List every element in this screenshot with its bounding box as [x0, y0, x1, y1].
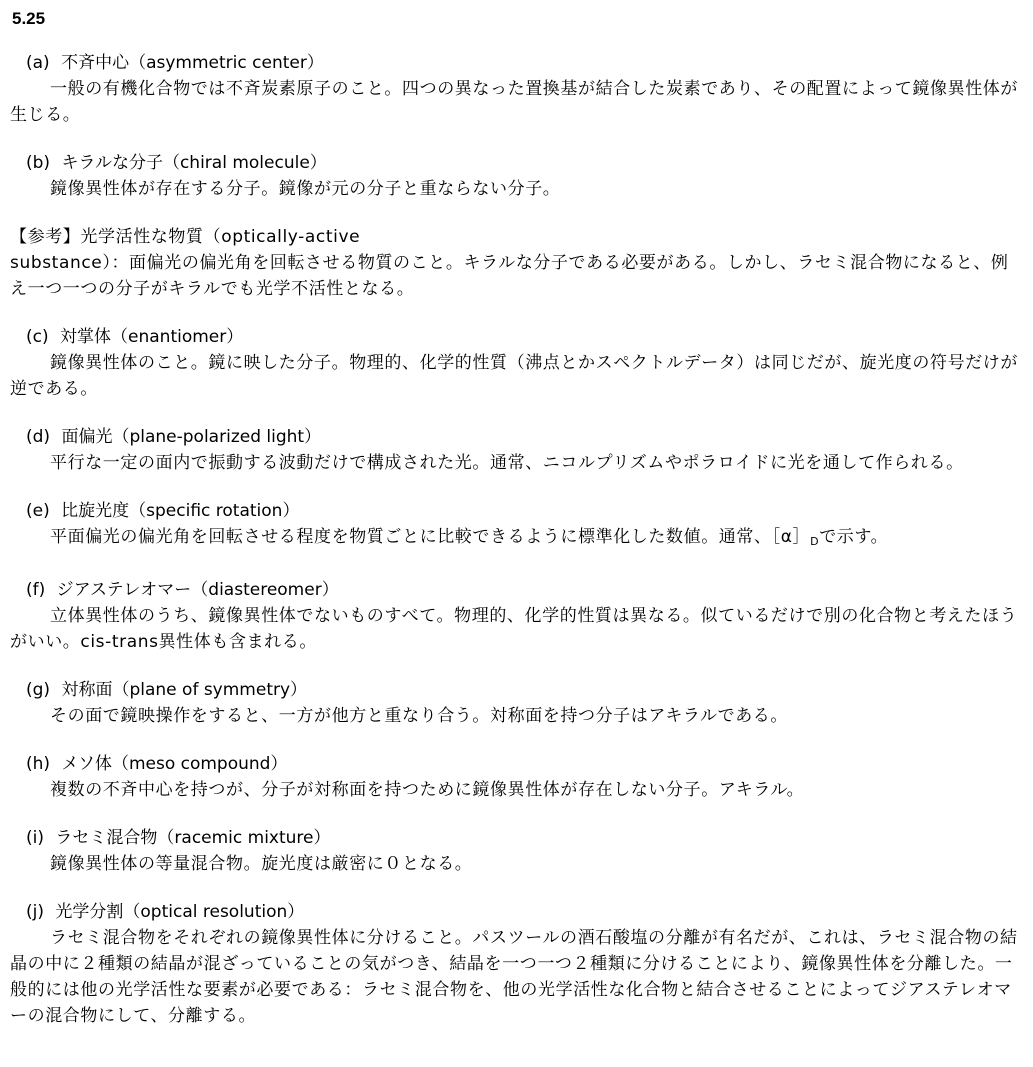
section-a [10, 50, 1023, 128]
section-term: 不斉中心（asymmetric center） [61, 53, 324, 73]
section-heading [26, 751, 1023, 777]
section-e [26, 498, 1023, 555]
section-body: 複数の不斉中心を持つが、分子が対称面を持つために鏡像異性体が存在しない分子。アキラル。 [50, 780, 805, 800]
section-label: (c) [26, 327, 49, 347]
section-g [26, 677, 1023, 729]
section-heading [26, 424, 1023, 450]
page-title: 5.25 [12, 9, 46, 28]
section-heading [26, 324, 1023, 350]
section-d [26, 424, 1023, 476]
section-body: その面で鏡映操作をすると、一方が他方と重なり合う。対称面を持つ分子はアキラルである。 [50, 706, 789, 726]
section-label: (g) [26, 680, 51, 700]
section-b [26, 150, 1023, 202]
section-term: 対称面（plane of symmetry） [61, 680, 308, 700]
section-label: (e) [26, 501, 50, 521]
section-body: 立体異性体のうち、鏡像異性体でないものすべて。物理的、化学的性質は異なる。似ているだけで別の化合物と考えたほうがいい。cis-trans異性体も含まれる。 [10, 606, 1018, 652]
section-heading [26, 825, 1023, 851]
section-body-text-end: で示す。 [819, 527, 889, 547]
subscript-d: D [810, 535, 820, 548]
section-body: 平行な一定の面内で振動する波動だけで構成された光。通常、ニコルプリズムやポラロイドに光を通して作られる。 [50, 453, 964, 473]
section-term: 光学分割（optical resolution） [55, 902, 305, 922]
section-body: 一般の有機化合物では不斉炭素原子のこと。四つの異なった置換基が結合した炭素であり、その配置によって鏡像異性体が生じる。 [10, 79, 1018, 125]
section-body [10, 524, 1023, 555]
section-term: ジアステレオマー（diastereomer） [56, 580, 339, 600]
section-body: 鏡像異性体の等量混合物。旋光度は厳密に０となる。 [50, 854, 473, 874]
section-heading [26, 577, 1023, 603]
section-label: (i) [26, 828, 44, 848]
section-term: メソ体（meso compound） [61, 754, 288, 774]
section-term: ラセミ混合物（racemic mixture） [55, 828, 331, 848]
section-body: 鏡像異性体のこと。鏡に映した分子。物理的、化学的性質（沸点とかスペクトルデータ）は同じだが、旋光度の符号だけが逆である。 [10, 353, 1018, 399]
section-heading [26, 677, 1023, 703]
section-body-text: 平面偏光の偏光角を回転させる程度を物質ごとに比較できるように標準化した数値。通常、［α］ [50, 527, 811, 547]
section-label: (f) [26, 580, 46, 600]
section-body: 鏡像異性体が存在する分子。鏡像が元の分子と重ならない分子。 [50, 179, 561, 199]
section-term: 比旋光度（specific rotation） [61, 501, 300, 521]
section-j [10, 899, 1023, 1029]
section-body: ラセミ混合物をそれぞれの鏡像異性体に分けること。パスツールの酒石酸塩の分離が有名だが、これは、ラセミ混合物の結晶の中に２種類の結晶が混ざっていることの気がつき、結晶を一つ一つ２種類に分けることにより、鏡像異性体を分離した。一般的には他の光学活性な要素が必要である：ラセミ混合物を、他の光学活性な化合物と結合させることによってジアステレオマーの混合物にして、分離する。 [10, 928, 1018, 1026]
section-heading [26, 150, 1023, 176]
section-i [26, 825, 1023, 877]
section-heading [26, 899, 1023, 925]
section-label: (d) [26, 427, 51, 447]
section-term: 面偏光（plane-polarized light） [61, 427, 322, 447]
reference-note [10, 224, 1023, 302]
reference-note-head: 【参考】光学活性な物質（optically-active [10, 227, 361, 247]
section-c [10, 324, 1023, 402]
section-h [26, 751, 1023, 803]
reference-note-body: substance）：面偏光の偏光角を回転させる物質のこと。キラルな分子である必要がある。しかし、ラセミ混合物になると、例え一つ一つの分子がキラルでも光学不活性となる。 [10, 253, 1009, 299]
section-heading [26, 50, 1023, 76]
section-heading [26, 498, 1023, 524]
section-term: 対掌体（enantiomer） [60, 327, 244, 347]
section-label: (h) [26, 754, 51, 774]
section-term: キラルな分子（chiral molecule） [61, 153, 327, 173]
section-label: (a) [26, 53, 50, 73]
section-label: (b) [26, 153, 51, 173]
section-f [10, 577, 1023, 655]
section-label: (j) [26, 902, 44, 922]
